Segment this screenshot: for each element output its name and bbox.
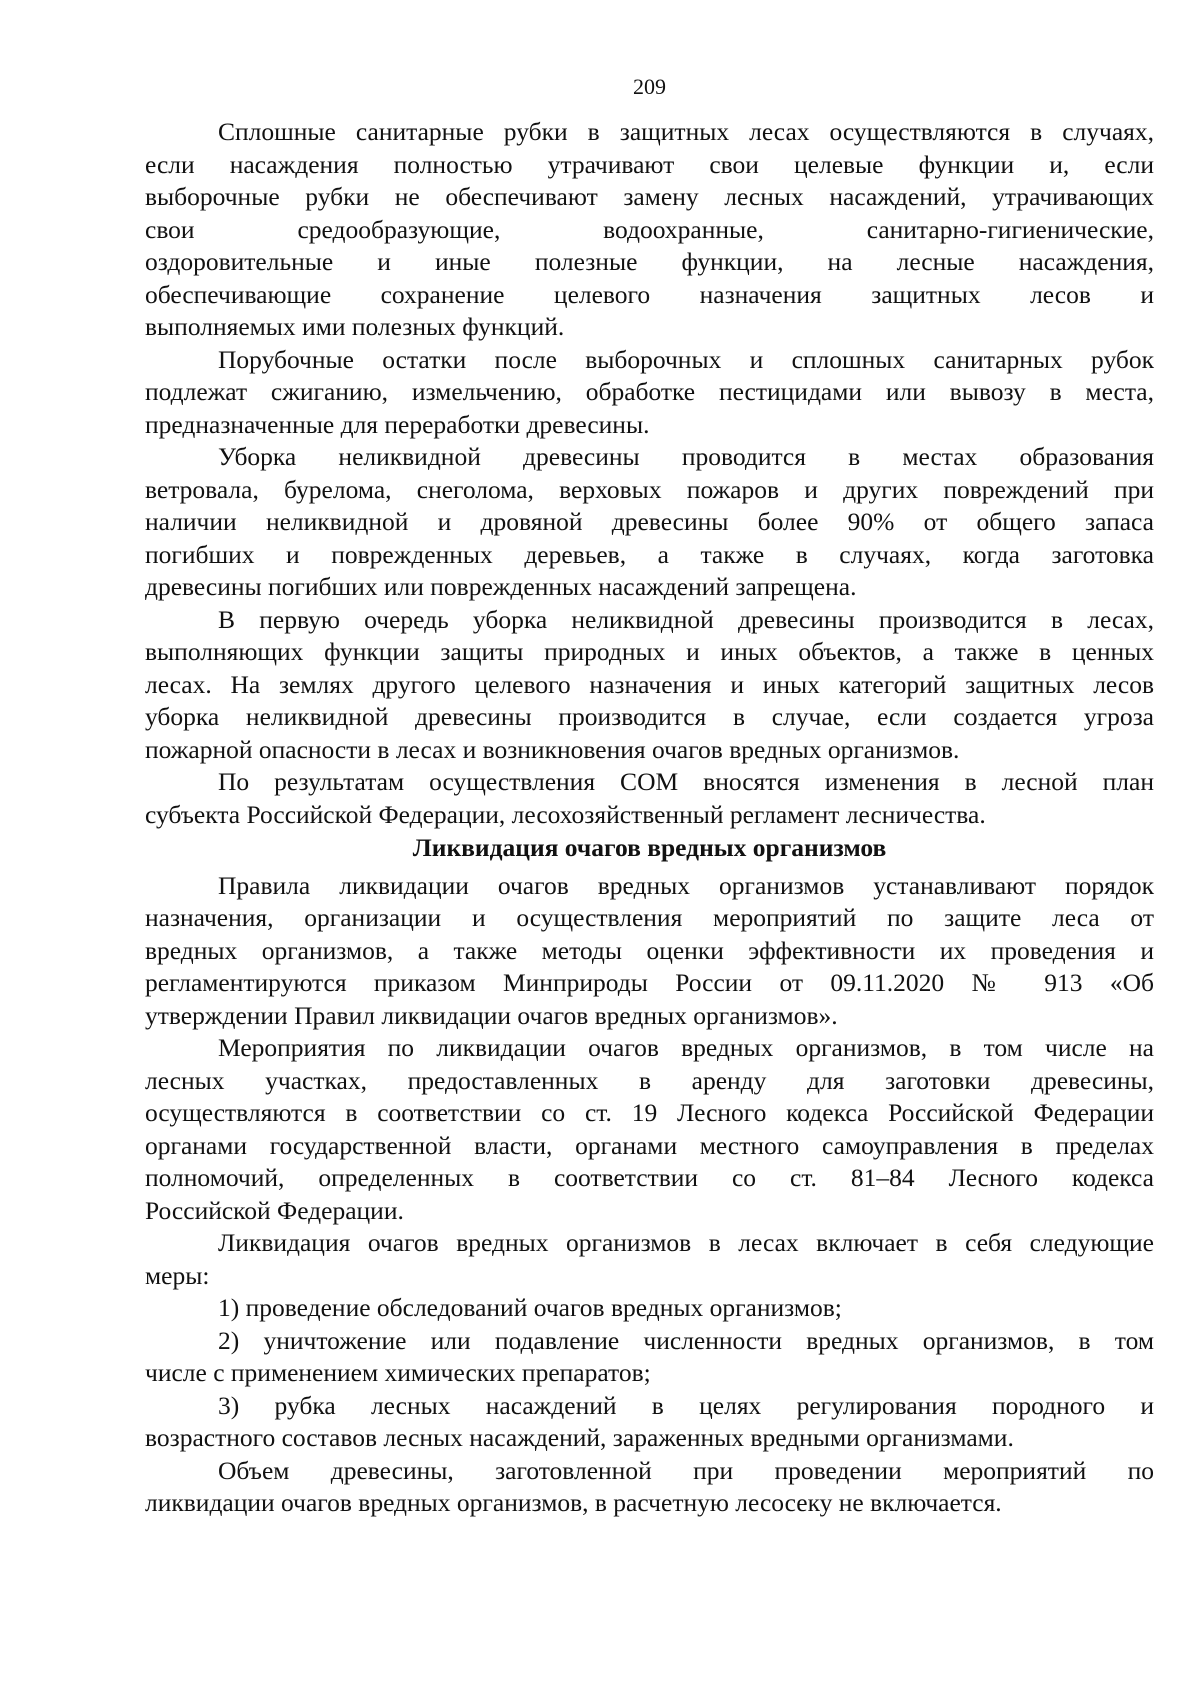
paragraph-line: осуществляются в соответствии со ст. 19 Лесного кодекса Российской Федерации (145, 1098, 1154, 1127)
paragraph-line: наличии неликвидной и дровяной древесины более 90% от общего запаса (145, 507, 1154, 536)
paragraph (145, 1455, 1154, 1520)
paragraph-line: регламентируются приказом Минприроды России от 09.11.2020 № 913 «Об (145, 968, 1154, 997)
paragraph-line: пожарной опасности в лесах и возникновения очагов вредных организмов. (145, 734, 960, 764)
paragraph-line: назначения, организации и осуществления мероприятий по защите леса от (145, 903, 1154, 932)
paragraph-line: Уборка неликвидной древесины проводится в местах образования (218, 442, 1154, 471)
paragraph-line: субъекта Российской Федерации, лесохозяйственный регламент лесничества. (145, 799, 986, 829)
paragraph-line: если насаждения полностью утрачивают свои целевые функции и, если (145, 149, 1154, 179)
paragraph-line: ветровала, бурелома, снеголома, верховых пожаров и других повреждений при (145, 474, 1154, 504)
paragraph (145, 1227, 1154, 1292)
paragraph-line: уборка неликвидной древесины производится в случае, если создается угроза (145, 702, 1154, 731)
paragraph-line: 1) проведение обследований очагов вредных организмов; (218, 1293, 842, 1322)
page-number: 209 (633, 74, 666, 99)
paragraph-line: Ликвидация очагов вредных организмов в лесах включает в себя следующие (218, 1228, 1154, 1257)
paragraph-line: Российской Федерации. (145, 1195, 404, 1225)
paragraph-line: древесины погибших или поврежденных насаждений запрещена. (145, 572, 857, 601)
paragraph-line: органами государственной власти, органами местного самоуправления в пределах (145, 1130, 1154, 1160)
paragraph (145, 1292, 1154, 1325)
paragraph-line: погибших и поврежденных деревьев, а также в случаях, когда заготовка (145, 539, 1154, 569)
paragraph-line: Правила ликвидации очагов вредных организмов устанавливают порядок (218, 870, 1154, 900)
paragraph (145, 441, 1154, 604)
paragraph (145, 870, 1154, 1033)
paragraph-line: лесах. На землях другого целевого назначения и иных категорий защитных лесов (145, 669, 1154, 699)
paragraph-line: числе с применением химических препаратов; (145, 1358, 651, 1387)
paragraph-line: По результатам осуществления СОМ вносятся изменения в лесной план (218, 767, 1154, 796)
paragraph-line: лесных участках, предоставленных в аренду для заготовки древесины, (145, 1065, 1154, 1095)
paragraph (145, 766, 1154, 831)
paragraph-line: свои средообразующие, водоохранные, санитарно-гигиенические, (145, 214, 1154, 244)
paragraph (145, 116, 1154, 344)
paragraphs-after-heading (145, 870, 1154, 1520)
paragraphs-before-heading (145, 116, 1154, 831)
section-heading: Ликвидация очагов вредных организмов (412, 833, 887, 862)
paragraph (145, 1325, 1154, 1390)
paragraph-line: утверждении Правил ликвидации очагов вредных организмов». (145, 1000, 838, 1030)
paragraph (145, 604, 1154, 767)
paragraph-line: выборочные рубки не обеспечивают замену лесных насаждений, утрачивающих (145, 182, 1154, 211)
paragraph-line: подлежат сжиганию, измельчению, обработке пестицидами или вывозу в места, (145, 377, 1154, 406)
paragraph (145, 344, 1154, 442)
paragraph-line: возрастного составов лесных насаждений, зараженных вредными организмами. (145, 1423, 1014, 1452)
paragraph-line: выполняемых ими полезных функций. (145, 312, 565, 341)
paragraph (145, 1390, 1154, 1455)
paragraph-line: вредных организмов, а также методы оценки эффективности их проведения и (145, 935, 1154, 965)
paragraph-line: выполняющих функции защиты природных и иных объектов, а также в ценных (145, 637, 1154, 666)
paragraph-line: 3) рубка лесных насаждений в целях регулирования породного и (218, 1390, 1154, 1420)
paragraph-line: полномочий, определенных в соответствии со ст. 81–84 Лесного кодекса (145, 1163, 1154, 1192)
paragraph-line: Порубочные остатки после выборочных и сплошных санитарных рубок (218, 344, 1154, 374)
paragraph-line: обеспечивающие сохранение целевого назначения защитных лесов и (145, 279, 1154, 309)
paragraph-line: предназначенные для переработки древесины. (145, 409, 650, 439)
paragraph-line: Сплошные санитарные рубки в защитных лесах осуществляются в случаях, (218, 117, 1154, 146)
document-body (145, 116, 1154, 1520)
paragraph-line: ликвидации очагов вредных организмов, в расчетную лесосеку не включается. (145, 1488, 1002, 1517)
paragraph-line: меры: (145, 1260, 210, 1290)
paragraph-line: 2) уничтожение или подавление численности вредных организмов, в том (218, 1325, 1154, 1355)
paragraph-line: В первую очередь уборка неликвидной древесины производится в лесах, (218, 604, 1154, 634)
paragraph (145, 1032, 1154, 1227)
paragraph-line: оздоровительные и иные полезные функции, на лесные насаждения, (145, 247, 1154, 276)
paragraph-line: Мероприятия по ликвидации очагов вредных организмов, в том числе на (218, 1033, 1154, 1062)
paragraph-line: Объем древесины, заготовленной при проведении мероприятий по (218, 1455, 1154, 1485)
